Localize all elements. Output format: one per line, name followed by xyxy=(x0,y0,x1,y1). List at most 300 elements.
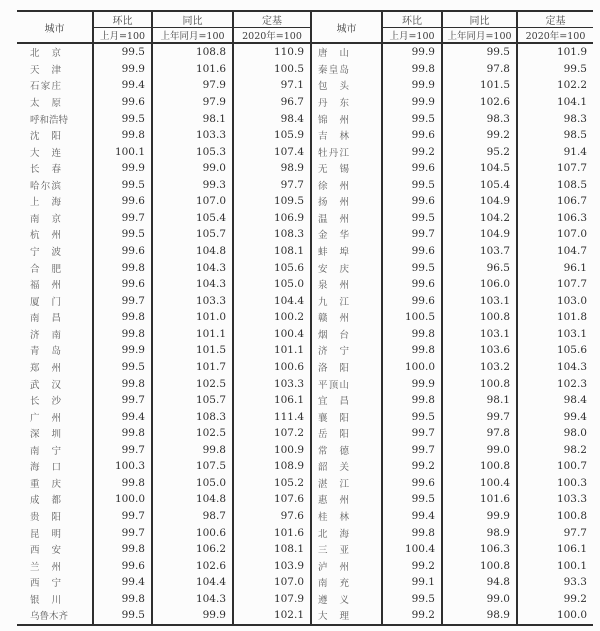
table-row xyxy=(17,458,593,475)
city-name-left: 济 南 xyxy=(30,329,61,341)
city-cell xyxy=(311,458,382,475)
value-fixedbase-left: 96.7 xyxy=(233,94,311,111)
value-yoy-left: 102.5 xyxy=(152,375,233,392)
value-fixedbase-left: 107.4 xyxy=(233,143,311,160)
city-name-right: 锦 州 xyxy=(318,114,349,126)
value-fixedbase-left: 101.6 xyxy=(233,524,311,541)
header-mom-left: 环比 xyxy=(93,11,152,28)
table-row xyxy=(17,143,593,160)
value-mom-left: 99.6 xyxy=(93,557,152,574)
value-mom-left: 99.8 xyxy=(93,541,152,558)
value-mom-left: 99.9 xyxy=(93,160,152,177)
value-yoy-right: 106.3 xyxy=(442,541,517,558)
city-name-right: 烟 台 xyxy=(318,329,349,341)
value-mom-left: 99.4 xyxy=(93,574,152,591)
table-row xyxy=(17,309,593,326)
value-mom-left: 99.7 xyxy=(93,392,152,409)
header-city-left: 城市 xyxy=(17,11,93,43)
value-yoy-right: 97.8 xyxy=(442,61,517,78)
value-mom-left: 99.6 xyxy=(93,94,152,111)
value-yoy-right: 98.9 xyxy=(442,524,517,541)
value-fixedbase-right: 105.6 xyxy=(556,344,587,357)
value-mom-left: 100.1 xyxy=(93,143,152,160)
city-cell xyxy=(311,276,382,293)
value-mom-left: 99.4 xyxy=(93,77,152,94)
city-cell xyxy=(311,326,382,343)
header-mom-base-left: 上月=100 xyxy=(93,28,152,44)
value-yoy-left: 105.7 xyxy=(152,392,233,409)
value-yoy-right: 100.4 xyxy=(442,475,517,492)
value-fixedbase-left: 98.9 xyxy=(233,160,311,177)
value-fixedbase-right: 106.1 xyxy=(556,543,587,556)
city-name-left: 西 宁 xyxy=(30,578,61,590)
value-yoy-left: 99.8 xyxy=(152,442,233,459)
value-mom-left: 99.8 xyxy=(93,127,152,144)
city-name-left: 贵 阳 xyxy=(30,512,61,524)
header-row-bases xyxy=(17,28,593,44)
city-cell xyxy=(311,541,382,558)
value-yoy-left: 104.4 xyxy=(152,574,233,591)
value-yoy-left: 107.0 xyxy=(152,193,233,210)
city-cell xyxy=(17,342,93,359)
city-cell xyxy=(311,425,382,442)
city-cell xyxy=(311,77,382,94)
city-cell xyxy=(311,607,382,625)
value-fixedbase-right: 96.1 xyxy=(563,261,587,274)
city-cell xyxy=(17,425,93,442)
city-cell xyxy=(311,160,382,177)
value-fixedbase-left: 108.9 xyxy=(233,458,311,475)
table-row xyxy=(17,77,593,94)
city-name-right: 蚌 埠 xyxy=(318,247,349,259)
value-fixedbase-right: 98.2 xyxy=(563,443,587,456)
value-yoy-left: 105.3 xyxy=(152,143,233,160)
city-cell xyxy=(17,160,93,177)
city-cell xyxy=(311,210,382,227)
value-yoy-left: 97.9 xyxy=(152,94,233,111)
city-name-left: 深 圳 xyxy=(30,429,61,441)
value-fixedbase-left: 109.5 xyxy=(233,193,311,210)
value-mom-left: 99.6 xyxy=(93,276,152,293)
header-fixedbase-left: 定基 xyxy=(233,11,311,28)
value-fixedbase-right: 106.7 xyxy=(556,195,587,208)
value-yoy-left: 108.8 xyxy=(152,43,233,61)
table-row xyxy=(17,524,593,541)
value-fixedbase-left: 106.9 xyxy=(233,210,311,227)
city-name-right: 扬 州 xyxy=(318,197,349,209)
city-cell xyxy=(17,61,93,78)
city-name-right: 温 州 xyxy=(318,213,349,225)
city-cell xyxy=(17,276,93,293)
city-name-right: 泸 州 xyxy=(318,561,349,573)
value-yoy-right: 104.9 xyxy=(442,193,517,210)
city-cell xyxy=(311,177,382,194)
value-fixedbase-right: 99.5 xyxy=(563,62,587,75)
city-name-right: 丹 东 xyxy=(318,97,349,109)
table-row xyxy=(17,276,593,293)
value-yoy-right: 101.6 xyxy=(442,491,517,508)
value-mom-left: 100.3 xyxy=(93,458,152,475)
value-mom-right: 99.4 xyxy=(382,508,442,525)
value-fixedbase-right: 104.1 xyxy=(556,95,587,108)
value-yoy-right: 104.5 xyxy=(442,160,517,177)
city-name-right: 岳 阳 xyxy=(318,429,349,441)
value-mom-left: 99.8 xyxy=(93,425,152,442)
value-mom-left: 99.8 xyxy=(93,475,152,492)
value-fixedbase-left: 100.2 xyxy=(233,309,311,326)
city-name-right: 惠 州 xyxy=(318,495,349,507)
city-name-right: 济 宁 xyxy=(318,346,349,358)
value-fixedbase-left: 97.1 xyxy=(233,77,311,94)
city-name-right: 吉 林 xyxy=(318,131,349,143)
value-yoy-left: 104.3 xyxy=(152,259,233,276)
city-cell xyxy=(311,524,382,541)
city-cell xyxy=(17,309,93,326)
value-fixedbase-right: 104.3 xyxy=(556,360,587,373)
value-fixedbase-right: 98.5 xyxy=(563,129,587,142)
city-cell xyxy=(17,359,93,376)
city-cell xyxy=(311,508,382,525)
city-cell xyxy=(311,226,382,243)
city-cell xyxy=(17,127,93,144)
value-fixedbase-right: 103.0 xyxy=(556,294,587,307)
table-row xyxy=(17,607,593,625)
city-name-right: 牡 丹 江 xyxy=(318,147,349,159)
value-mom-right: 99.2 xyxy=(382,557,442,574)
city-cell xyxy=(17,177,93,194)
value-yoy-left: 101.6 xyxy=(152,61,233,78)
value-yoy-right: 99.2 xyxy=(442,127,517,144)
city-name-right: 桂 林 xyxy=(318,512,349,524)
value-yoy-right: 95.2 xyxy=(442,143,517,160)
value-mom-right: 99.7 xyxy=(382,425,442,442)
city-name-left: 石 家 庄 xyxy=(30,81,61,93)
value-fixedbase-right: 100.0 xyxy=(556,609,587,622)
value-yoy-right: 103.7 xyxy=(442,243,517,260)
value-mom-left: 99.5 xyxy=(93,43,152,61)
value-mom-right: 99.2 xyxy=(382,143,442,160)
value-mom-right: 100.5 xyxy=(382,309,442,326)
city-name-right: 平 顶 山 xyxy=(318,379,349,391)
city-name-left: 南 京 xyxy=(30,213,61,225)
city-name-right: 北 海 xyxy=(318,528,349,540)
value-mom-right: 99.8 xyxy=(382,61,442,78)
city-name-left: 合 肥 xyxy=(30,263,61,275)
value-yoy-left: 101.1 xyxy=(152,326,233,343)
table-row xyxy=(17,392,593,409)
city-cell xyxy=(311,392,382,409)
value-fixedbase-left: 111.4 xyxy=(233,408,311,425)
city-name-left: 西 安 xyxy=(30,545,61,557)
value-mom-right: 99.6 xyxy=(382,243,442,260)
city-cell xyxy=(311,94,382,111)
value-fixedbase-left: 110.9 xyxy=(233,43,311,61)
city-cell xyxy=(311,442,382,459)
city-name-right: 泉 州 xyxy=(318,280,349,292)
city-cell xyxy=(311,475,382,492)
value-mom-right: 99.5 xyxy=(382,177,442,194)
value-fixedbase-right: 97.7 xyxy=(563,526,587,539)
value-yoy-right: 104.2 xyxy=(442,210,517,227)
city-cell xyxy=(17,210,93,227)
city-cell xyxy=(17,392,93,409)
city-cell xyxy=(17,94,93,111)
value-fixedbase-left: 105.2 xyxy=(233,475,311,492)
value-fixedbase-right: 100.7 xyxy=(556,460,587,473)
value-yoy-left: 104.3 xyxy=(152,276,233,293)
city-cell xyxy=(17,541,93,558)
city-name-left: 呼 和 浩 特 xyxy=(30,114,69,126)
value-yoy-right: 103.1 xyxy=(442,326,517,343)
value-mom-left: 99.8 xyxy=(93,326,152,343)
value-yoy-right: 99.0 xyxy=(442,591,517,608)
table-row xyxy=(17,557,593,574)
value-fixedbase-right: 108.5 xyxy=(556,178,587,191)
city-name-left: 宁 波 xyxy=(30,247,61,259)
city-cell xyxy=(311,43,382,61)
city-name-left: 大 连 xyxy=(30,147,61,159)
table-row xyxy=(17,591,593,608)
value-yoy-right: 101.5 xyxy=(442,77,517,94)
city-cell xyxy=(17,259,93,276)
value-fixedbase-left: 107.2 xyxy=(233,425,311,442)
value-yoy-right: 104.9 xyxy=(442,226,517,243)
table-row xyxy=(17,259,593,276)
city-name-left: 太 原 xyxy=(30,97,61,109)
value-yoy-right: 100.8 xyxy=(442,458,517,475)
city-cell xyxy=(17,508,93,525)
table-row xyxy=(17,160,593,177)
city-name-left: 武 汉 xyxy=(30,379,61,391)
value-fixedbase-left: 103.3 xyxy=(233,375,311,392)
table-row xyxy=(17,61,593,78)
value-mom-right: 99.6 xyxy=(382,276,442,293)
value-mom-right: 99.6 xyxy=(382,127,442,144)
value-yoy-right: 100.8 xyxy=(442,309,517,326)
city-name-left: 福 州 xyxy=(30,280,61,292)
value-fixedbase-left: 105.0 xyxy=(233,276,311,293)
header-yoy-left: 同比 xyxy=(152,11,233,28)
value-mom-right: 99.9 xyxy=(382,77,442,94)
value-fixedbase-right: 100.1 xyxy=(556,559,587,572)
value-mom-right: 99.6 xyxy=(382,193,442,210)
value-mom-left: 99.9 xyxy=(93,61,152,78)
city-name-left: 广 州 xyxy=(30,412,61,424)
city-cell xyxy=(311,491,382,508)
value-yoy-left: 99.9 xyxy=(152,607,233,625)
value-mom-right: 99.6 xyxy=(382,475,442,492)
value-mom-left: 99.4 xyxy=(93,408,152,425)
city-cell xyxy=(17,326,93,343)
value-mom-left: 99.5 xyxy=(93,359,152,376)
value-fixedbase-right: 104.7 xyxy=(556,245,587,258)
city-cell xyxy=(17,226,93,243)
value-fixedbase-right: 101.8 xyxy=(556,311,587,324)
value-yoy-right: 103.2 xyxy=(442,359,517,376)
city-name-right: 无 锡 xyxy=(318,164,349,176)
value-mom-right: 99.2 xyxy=(382,607,442,625)
city-cell xyxy=(311,574,382,591)
city-cell xyxy=(17,475,93,492)
value-yoy-right: 98.3 xyxy=(442,110,517,127)
value-mom-right: 99.6 xyxy=(382,292,442,309)
table-row xyxy=(17,442,593,459)
city-cell xyxy=(17,143,93,160)
value-yoy-right: 105.4 xyxy=(442,177,517,194)
value-mom-right: 99.2 xyxy=(382,458,442,475)
header-yoy-base-right: 上年同月=100 xyxy=(442,28,517,44)
value-fixedbase-left: 103.9 xyxy=(233,557,311,574)
value-mom-right: 99.8 xyxy=(382,326,442,343)
city-name-left: 兰 州 xyxy=(30,561,61,573)
value-fixedbase-left: 100.6 xyxy=(233,359,311,376)
value-mom-left: 99.6 xyxy=(93,243,152,260)
value-yoy-left: 105.0 xyxy=(152,475,233,492)
header-fixedbase-base-right: 2020年=100 xyxy=(517,28,593,44)
header-row-groups xyxy=(17,11,593,28)
value-yoy-left: 99.0 xyxy=(152,160,233,177)
value-fixedbase-left: 107.6 xyxy=(233,491,311,508)
value-mom-left: 99.5 xyxy=(93,110,152,127)
value-mom-left: 99.8 xyxy=(93,259,152,276)
value-yoy-right: 99.5 xyxy=(442,43,517,61)
value-yoy-left: 108.3 xyxy=(152,408,233,425)
table-row xyxy=(17,508,593,525)
value-mom-left: 99.7 xyxy=(93,508,152,525)
value-mom-right: 99.7 xyxy=(382,442,442,459)
city-name-right: 九 江 xyxy=(318,296,349,308)
value-fixedbase-right: 107.7 xyxy=(556,278,587,291)
value-fixedbase-right: 103.3 xyxy=(556,493,587,506)
value-yoy-left: 106.2 xyxy=(152,541,233,558)
value-mom-left: 99.8 xyxy=(93,309,152,326)
city-name-left: 上 海 xyxy=(30,197,61,209)
value-yoy-right: 103.6 xyxy=(442,342,517,359)
city-cell xyxy=(311,292,382,309)
city-name-left: 长 沙 xyxy=(30,396,61,408)
city-cell xyxy=(17,524,93,541)
value-fixedbase-right: 102.3 xyxy=(556,377,587,390)
value-yoy-right: 100.8 xyxy=(442,557,517,574)
value-fixedbase-right: 100.8 xyxy=(556,510,587,523)
city-cell xyxy=(311,359,382,376)
value-yoy-left: 97.9 xyxy=(152,77,233,94)
city-name-right: 唐 山 xyxy=(318,48,349,60)
city-name-left: 郑 州 xyxy=(30,362,61,374)
city-name-left: 北 京 xyxy=(30,48,61,60)
city-name-left: 成 都 xyxy=(30,495,61,507)
value-yoy-left: 101.0 xyxy=(152,309,233,326)
city-name-right: 遵 义 xyxy=(318,594,349,606)
value-mom-right: 99.9 xyxy=(382,375,442,392)
value-mom-left: 99.7 xyxy=(93,292,152,309)
value-yoy-left: 102.6 xyxy=(152,557,233,574)
value-mom-left: 99.7 xyxy=(93,524,152,541)
value-mom-left: 99.7 xyxy=(93,442,152,459)
table-row xyxy=(17,193,593,210)
city-cell xyxy=(311,342,382,359)
value-yoy-right: 100.8 xyxy=(442,375,517,392)
value-yoy-left: 101.5 xyxy=(152,342,233,359)
value-fixedbase-right: 99.2 xyxy=(563,592,587,605)
value-fixedbase-left: 104.4 xyxy=(233,292,311,309)
city-name-right: 赣 州 xyxy=(318,313,349,325)
table-row xyxy=(17,292,593,309)
city-cell xyxy=(311,591,382,608)
value-mom-left: 99.6 xyxy=(93,193,152,210)
city-cell xyxy=(311,309,382,326)
value-yoy-left: 98.7 xyxy=(152,508,233,525)
value-yoy-left: 107.5 xyxy=(152,458,233,475)
city-cell xyxy=(311,143,382,160)
city-name-right: 宜 昌 xyxy=(318,396,349,408)
value-yoy-left: 99.3 xyxy=(152,177,233,194)
value-fixedbase-left: 102.1 xyxy=(233,607,311,625)
city-name-left: 天 津 xyxy=(30,64,61,76)
city-name-right: 常 德 xyxy=(318,445,349,457)
city-name-left: 青 岛 xyxy=(30,346,61,358)
header-yoy-base-left: 上年同月=100 xyxy=(152,28,233,44)
value-fixedbase-left: 107.9 xyxy=(233,591,311,608)
table-row xyxy=(17,375,593,392)
value-yoy-right: 99.7 xyxy=(442,408,517,425)
city-name-right: 包 头 xyxy=(318,81,349,93)
table-row xyxy=(17,574,593,591)
value-mom-right: 99.8 xyxy=(382,342,442,359)
header-mom-base-right: 上月=100 xyxy=(382,28,442,44)
value-mom-right: 99.5 xyxy=(382,408,442,425)
city-cell xyxy=(17,110,93,127)
city-cell xyxy=(17,607,93,625)
value-fixedbase-right: 103.1 xyxy=(556,327,587,340)
value-yoy-right: 103.1 xyxy=(442,292,517,309)
value-yoy-left: 98.1 xyxy=(152,110,233,127)
value-mom-left: 100.0 xyxy=(93,491,152,508)
table-row xyxy=(17,475,593,492)
value-yoy-left: 103.3 xyxy=(152,127,233,144)
city-cell xyxy=(17,193,93,210)
value-yoy-right: 96.5 xyxy=(442,259,517,276)
value-mom-right: 99.9 xyxy=(382,94,442,111)
header-yoy-right: 同比 xyxy=(442,11,517,28)
value-yoy-right: 99.0 xyxy=(442,442,517,459)
table-row xyxy=(17,110,593,127)
value-yoy-left: 104.3 xyxy=(152,591,233,608)
value-mom-right: 99.5 xyxy=(382,491,442,508)
value-fixedbase-right: 101.9 xyxy=(556,46,587,59)
city-cell xyxy=(17,243,93,260)
value-mom-left: 99.8 xyxy=(93,591,152,608)
city-name-right: 三 亚 xyxy=(318,545,349,557)
city-name-right: 襄 阳 xyxy=(318,412,349,424)
value-mom-right: 100.4 xyxy=(382,541,442,558)
value-mom-left: 99.5 xyxy=(93,177,152,194)
value-mom-right: 99.9 xyxy=(382,43,442,61)
value-yoy-left: 104.8 xyxy=(152,491,233,508)
table-row xyxy=(17,127,593,144)
city-cell xyxy=(17,292,93,309)
table-row xyxy=(17,408,593,425)
value-yoy-left: 102.5 xyxy=(152,425,233,442)
table-row xyxy=(17,210,593,227)
city-name-right: 秦 皇 岛 xyxy=(318,64,349,76)
value-mom-right: 99.5 xyxy=(382,110,442,127)
value-fixedbase-left: 98.4 xyxy=(233,110,311,127)
value-mom-right: 100.0 xyxy=(382,359,442,376)
value-fixedbase-left: 100.4 xyxy=(233,326,311,343)
city-cell xyxy=(311,243,382,260)
value-fixedbase-left: 108.1 xyxy=(233,243,311,260)
